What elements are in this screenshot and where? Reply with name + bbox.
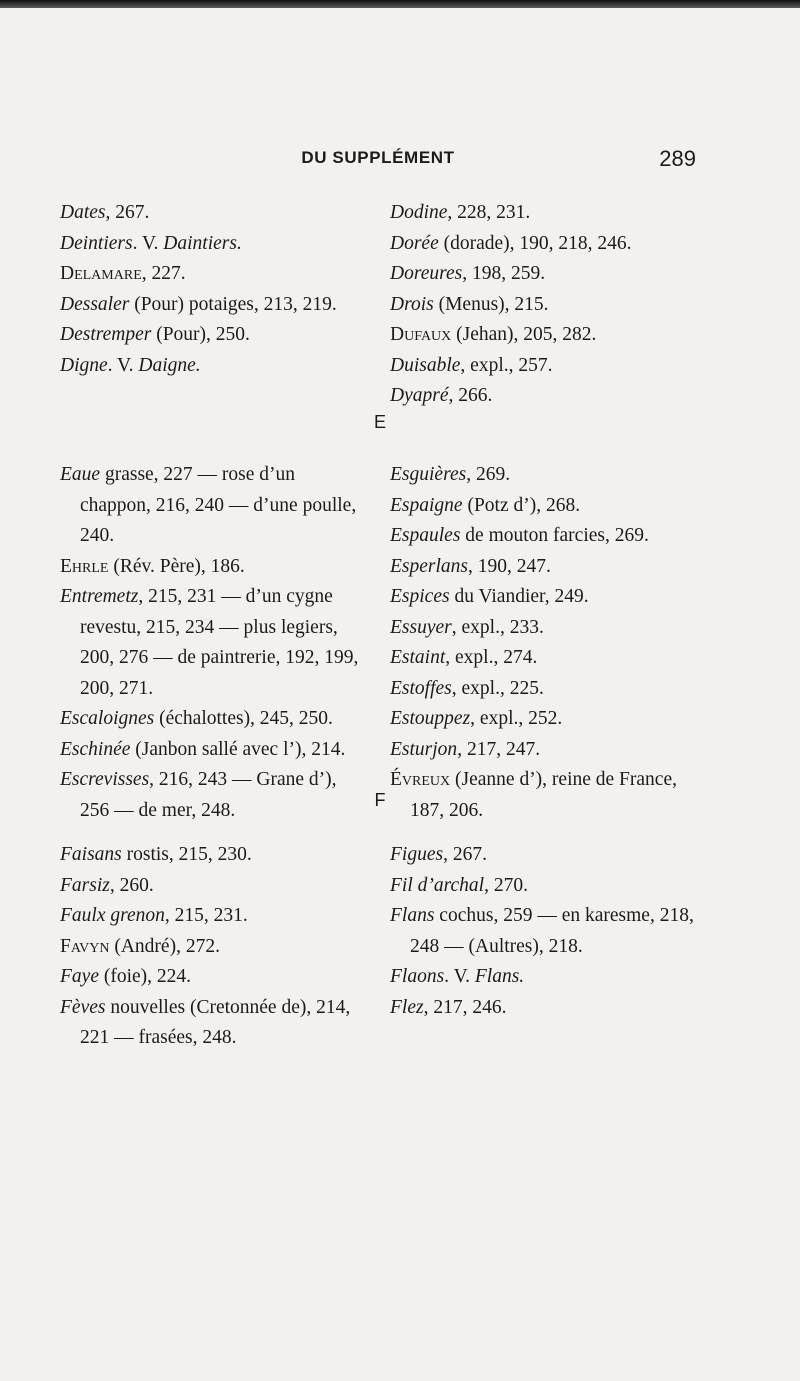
index-entry: Estoffes, expl., 225. xyxy=(390,677,544,699)
index-entry: Esturjon, 217, 247. xyxy=(390,738,541,760)
index-entry: Flaons. V. Flans. xyxy=(390,966,525,987)
section-d-right-column xyxy=(390,198,700,412)
index-entry: Dufaux (Jehan), 205, 282. xyxy=(390,324,597,345)
section-e-right-column xyxy=(390,460,700,826)
index-entry: Ehrle (Rév. Père), 186. xyxy=(60,555,245,577)
page-header xyxy=(60,148,696,178)
index-entry: Espaules de mouton farcies, 269. xyxy=(390,525,649,546)
index-entry: Eaue grasse, 227 — rose d’un chappon, 216, 240 — d’une poulle, 240. xyxy=(60,464,357,546)
section-d xyxy=(60,198,700,412)
index-entry: Estouppez, expl., 252. xyxy=(390,708,563,729)
index-entry: Faye (foie), 224. xyxy=(60,966,192,987)
index-entry: Figues, 267. xyxy=(390,844,487,865)
section-e xyxy=(60,460,700,826)
index-entry: Espices du Viandier, 249. xyxy=(390,586,589,607)
index-entry: Entremetz, 215, 231 — d’un cygne revestu, 215, 234 — plus legiers, 200, 276 — de paintrerie, 192, 199, 200, 271. xyxy=(60,586,359,699)
index-entry: Escaloignes (échalottes), 245, 250. xyxy=(60,708,333,729)
section-e-left-column xyxy=(60,460,370,826)
index-entry: Dessaler (Pour) potaiges, 213, 219. xyxy=(60,293,337,315)
index-entry: Dates, 267. xyxy=(60,202,150,223)
index-entry: Favyn (André), 272. xyxy=(60,935,220,957)
section-d-left-column xyxy=(60,198,370,412)
section-f xyxy=(60,840,700,1054)
section-letter-e: E xyxy=(373,412,386,432)
index-entry: Deintiers. V. Daintiers. xyxy=(60,232,242,254)
index-entry: Escrevisses, 216, 243 — Grane d’), 256 — de mer, 248. xyxy=(60,769,337,821)
index-entry: Duisable, expl., 257. xyxy=(390,354,553,376)
section-f-right-column xyxy=(390,840,700,1054)
section-f-left-column xyxy=(60,840,370,1054)
index-entry: Digne. V. Daigne. xyxy=(60,354,201,376)
index-entry: Dorée (dorade), 190, 218, 246. xyxy=(390,232,632,254)
page-number: 289 xyxy=(659,146,696,171)
index-entry: Drois (Menus), 215. xyxy=(390,293,549,315)
index-entry: Dodine, 228, 231. xyxy=(390,202,531,223)
scan-top-edge xyxy=(0,0,800,8)
index-entry: Doreures, 198, 259. xyxy=(390,263,546,284)
index-entry: Fil d’archal, 270. xyxy=(390,874,528,896)
index-entry: Espaigne (Potz d’), 268. xyxy=(390,494,581,516)
index-entry: Esguières, 269. xyxy=(390,464,511,485)
index-entry: Farsiz, 260. xyxy=(60,874,154,896)
index-entry: Fèves nouvelles (Cretonnée de), 214, 221 — frasées, 248. xyxy=(60,996,351,1048)
section-letter-f: F xyxy=(374,790,386,810)
index-entry: Faisans rostis, 215, 230. xyxy=(60,844,252,865)
index-entry: Évreux (Jeanne d’), reine de France, 187, 206. xyxy=(390,769,677,821)
index-entry: Faulx grenon, 215, 231. xyxy=(60,905,248,926)
index-entry: Eschinée (Janbon sallé avec l’), 214. xyxy=(60,738,346,760)
index-entry: Esperlans, 190, 247. xyxy=(390,555,551,577)
index-entry: Flez, 217, 246. xyxy=(390,996,507,1018)
index-entry: Essuyer, expl., 233. xyxy=(390,616,544,638)
index-entry: Dyapré, 266. xyxy=(390,385,493,406)
index-entry: Delamare, 227. xyxy=(60,263,186,284)
index-entry: Flans cochus, 259 — en karesme, 218, 248 — (Aultres), 218. xyxy=(390,905,694,957)
index-entry: Estaint, expl., 274. xyxy=(390,647,538,668)
index-entry: Destremper (Pour), 250. xyxy=(60,324,250,345)
running-title: DU SUPPLÉMENT xyxy=(301,148,455,167)
